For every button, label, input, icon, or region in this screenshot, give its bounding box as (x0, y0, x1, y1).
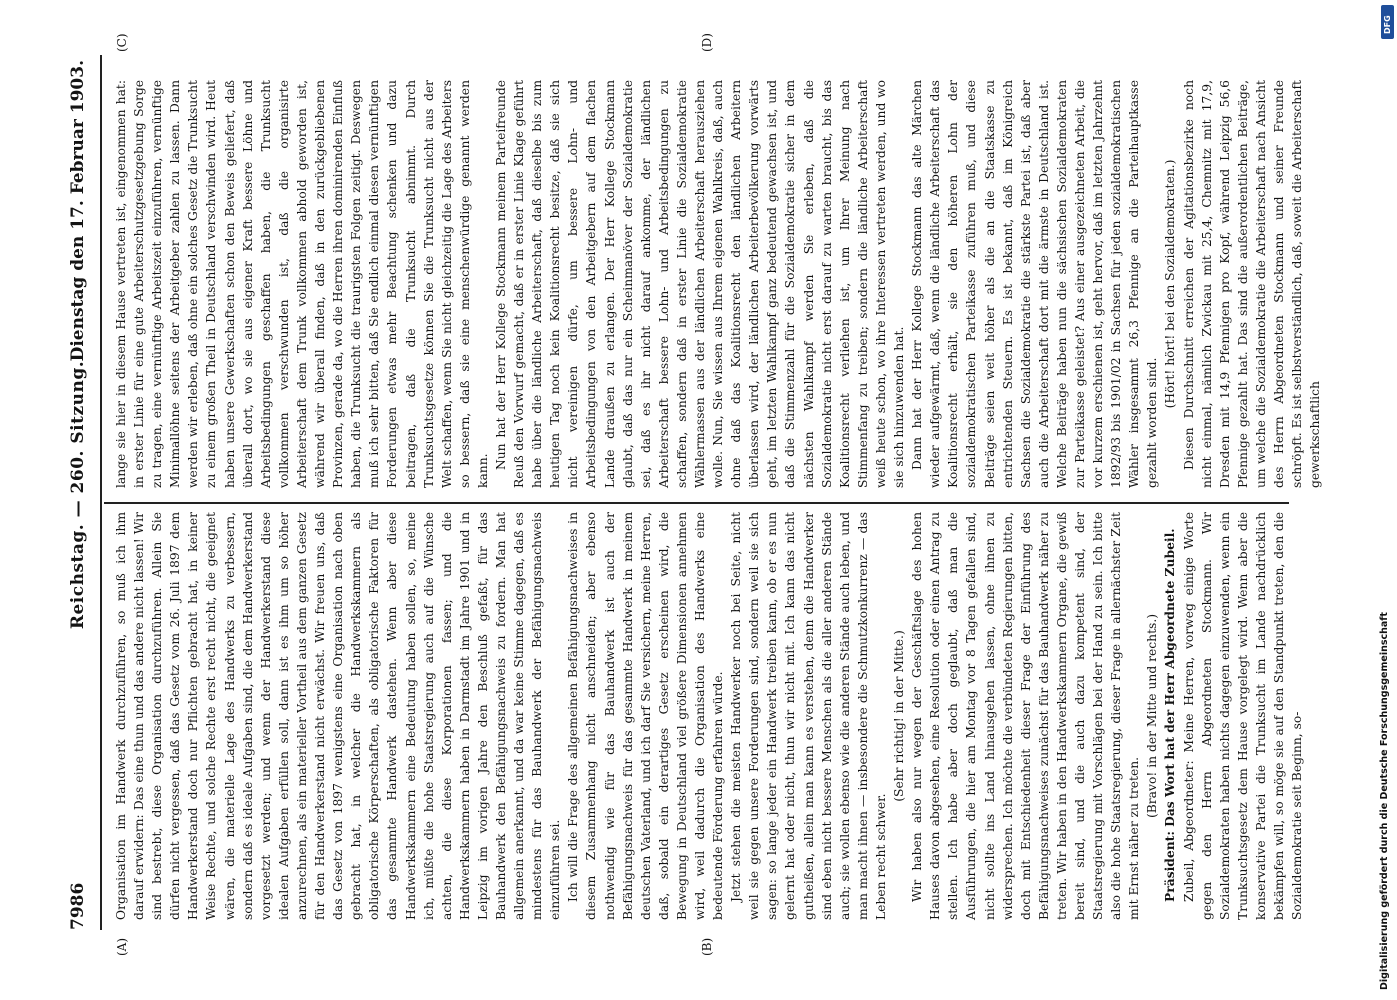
left-column (112, 512, 1305, 920)
dfg-logo-text: DFG (1383, 15, 1392, 34)
margin-mark-b: (B) (700, 937, 714, 956)
dfg-logo-icon (1381, 5, 1394, 39)
paragraph: Ich will die Frage des allgemeinen Befähigungsnachweises in diesem Zusammenhang nicht anschneiden; aber ebenso nothwendig wie für das Bauhandwerk ist auch der Befähigungsnachweis für das gesammte Handwerk in meinem deutschen Vaterland, und ich darf Sie versichern, meine Herren, daß, sobald ein derartiges Gesetz erscheinen wird, die Bewegung in Deutschland viel größere Dimensionen annehmen wird, weil dadurch die Organisation des Handwerks eine bedeutende Förderung erfahren würde. (566, 512, 726, 920)
credit-text: Digitalisierung gefördert durch die Deutsche Forschungsgemeinschaft (1379, 612, 1390, 990)
session-date: Dienstag den 17. Februar 1903. (68, 60, 88, 362)
interjection: (Bravo! in der Mitte und rechts.) (1145, 613, 1160, 819)
right-column (112, 80, 1323, 488)
paragraph: Wir haben also nur wegen der Geschäftslage des hohen Hauses davon abgesehen, eine Resolution oder einen Antrag zu stellen. Ich habe aber doch geglaubt, daß man die Ausführungen, die hier am Montag vor 8 Tagen gefallen sind, nicht sollte ins Land hinausgehen lassen, ohne ihnen zu widersprechen. Ich möchte die verbündeten Regierungen bitten, doch mit Entschiedenheit dieser Frage der Einführung des Befähigungsnachweises zunächst für das Bauhandwerk näher zu treten. Wir haben in den Handwerkskammern Organe, die gewiß bereit sind, und die auch dazu kompetent sind, der Staatsregierung mit Vorschlägen bei der Hand zu sein. Ich bitte also die hohe Staatsregierung, dieser Frage in allernächster Zeit mit Ernst näher zu treten. (910, 512, 1142, 920)
page-number: 7986 (68, 882, 88, 930)
paragraph: Jetzt stehen die meisten Handwerker noch bei Seite, nicht weil sie gegen unsere Forderungen sind, sondern weil sie sich sagen: so lange jeder ein Handwerk treiben kann, ob er es nun gelernt hat oder nicht, thun wir nicht mit. Ich kann das nicht gutheißen, allein man kann es verstehen, denn die Handwerker sind eben nicht bessere Menschen als die aller anderen Stände auch; sie wollen ebenso wie die anderen Stände auch leben, und man macht ihnen — insbesondere die Schmutzkonkurrenz — das Leben recht schwer. (729, 512, 888, 920)
interjection: (Hört! hört! bei den Sozialdemokraten.) (1163, 159, 1178, 409)
session-title: Reichstag. — 260. Sitzung. (68, 360, 88, 630)
margin-mark-a: (A) (115, 937, 129, 956)
paragraph: Nun hat der Herr Kollege Stockmann meinem Parteifreunde Reuß den Vorwurf gemacht, daß er in erster Linie Klage geführt habe über die ländliche Arbeiterschaft, daß dieselbe bis zum heutigen Tag noch kein Koalitionsrecht besitze, daß sie sich nicht vereinigen dürfe, um bessere Lohn- und Arbeitsbedingungen von den Arbeitgebern auf dem flachen Lande draußen zu erlangen. Der Herr Kollege Stockmann glaubt, daß das nur ein Scheinmanöver der Sozialdemokratie sei, daß es ihr nicht darauf ankomme, der ländlichen Arbeiterschaft bessere Lohn- und Arbeitsbedingungen zu schaffen, sondern daß in erster Linie die Sozialdemokratie Wählermassen aus der ländlichen Arbeiterschaft herausziehen wolle. Nun, Sie wissen aus Ihrem eigenen Wahlkreis, daß, auch ohne daß das Koalitionsrecht den ländlichen Arbeitern überlassen wird, der ländlichen Arbeiterbevölkerung vorwärts geht, im letzten Wahlkampf ganz bedeutend gewachsen ist, und daß die Stimmenzahl für die Sozialdemokratie sicher in dem nächsten Wahlkampf werden Sie erleben, daß die Sozialdemokratie nicht erst darauf zu warten braucht, bis das Koalitionsrecht verliehen ist, um Ihrer Meinung nach Stimmenfang zu treiben; sondern die ländliche Arbeiterschaft weiß heute schon, wo ihre Interessen vertreten werden, und wo sie sich hinzuwenden hat. (493, 80, 907, 488)
paragraph: Diesen Durchschnitt erreichen der Agitationsbezirke noch nicht einmal, nämlich Zwickau mit 25,4, Chemnitz mit 17,9, Dresden mit 14,9 Pfennigen pro Kopf, während Leipzig 56,6 Pfennige gezahlt hat. Das sind die außerordentlichen Beiträge, um welche die Sozialdemokratie die Arbeiterschaft nach Ansicht des Herrn Abgeordneten Stockmann und seiner Freunde schröpft. Es ist selbstverständlich, daß, soweit die Arbeiterschaft gewerkschaftlich (1181, 80, 1323, 488)
header-rule (100, 55, 102, 930)
speaker-paragraph: Präsident: Das Wort hat der Herr Abgeordnete Zubeil. (1162, 528, 1178, 902)
column-divider (104, 502, 1289, 504)
digitization-credit (1378, 0, 1394, 1000)
page-header (60, 60, 100, 930)
paragraph: Dann hat der Herr Kollege Stockmann das alte Märchen wieder aufgewärmt, daß, wenn die ländliche Arbeiterschaft das Koalitionsrecht erhält, sie den höheren Lohn der sozialdemokratischen Parteikasse zuführen muß, und diese Beiträge seien weit höher als die an die Staatskasse zu entrichtenden Steuern. Es ist bekannt, daß im Königreich Sachsen die Sozialdemokratie die stärkste Partei ist, daß aber auch die Arbeiterschaft dort mit die ärmste in Deutschland ist. Welche Beiträge haben nun die sächsischen Sozialdemokraten zur Parteikasse geleistet? Aus einer ausgezeichneten Arbeit, die vor kurzem erschienen ist, geht hervor, daß im letzten Jahrzehnt 1892/93 bis 1901/02 in Sachsen für jeden sozialdemokratischen Wähler insgesammt 26,3 Pfennige an die Parteihauptkasse gezahlt worden sind. (910, 80, 1160, 488)
paragraph: Organisation im Handwerk durchzuführen, so muß ich ihm darauf erwidern: Das eine thun und das andere nicht lassen! Wir sind bestrebt, diese Organisation durchzuführen. Allein Sie dürfen nicht vergessen, daß das Gesetz vom 26. Juli 1897 dem Handwerkerstand doch nur Pflichten gebracht hat, in keiner Weise Rechte, und solche Rechte erst recht nicht, die geeignet wären, die materielle Lage des Handwerks zu verbessern, sondern daß es ideale Aufgaben sind, die dem Handwerkerstand vorgesetzt werden; und wenn der Handwerkerstand diese idealen Aufgaben erfüllen soll, dann ist es ihm um so höher anzurechnen, als ein materieller Vortheil aus dem ganzen Gesetz für den Handwerkerstand nicht erwächst. Wir freuen uns, daß das Gesetz von 1897 wenigstens eine Organisation nach oben gebracht hat, in welcher die Handwerkskammern als obligatorische Körperschaften, als obligatorische Faktoren für das gesammte Handwerk dastehen. Wenn aber diese Handwerkskammern eine Bedeutung haben sollen, so, meine ich, müßte die hohe Staatsregierung auch auf die Wünsche achten, die diese Korporationen fassen; und die Handwerkskammern haben in Darmstadt im Jahre 1901 und in Leipzig im vorigen Jahre den Beschluß gefaßt, für das Bauhandwerk den Befähigungsnachweis zu fordern. Man hat allgemein anerkannt, und da war keine Stimme dagegen, daß es mindestens für das Bauhandwerk der Befähigungsnachweis einzuführen sei. (114, 512, 563, 920)
margin-mark-c: (C) (115, 33, 129, 52)
speaker-paragraph: Zubeil, Abgeordneter: Meine Herren, vorweg einige Worte gegen den Herrn Abgeordneten Stockmann. Wir Sozialdemokraten haben nichts dagegen einzuwenden, wenn ein Trunksuchtsgesetz dem Hause vorgelegt wird. Wenn aber die konservative Partei die Trunksucht im Lande nachdrücklich bekämpfen will, so möge sie auf den Standpunkt treten, den die Sozialdemokratie seit Beginn, so- (1181, 512, 1305, 920)
interjection: (Sehr richtig! in der Mitte.) (892, 630, 907, 802)
margin-mark-d: (D) (700, 33, 714, 52)
paragraph: lange sie hier in diesem Hause vertreten ist, eingenommen hat: in erster Linie für eine gute Arbeiterschutzgesetzgebung Sorge zu tragen, eine vernünftige Arbeitszeit einzuführen, vernünftige Minimallöhne seitens der Arbeitgeber zahlen zu lassen. Dann werden wir erleben, daß ohne ein solches Gesetz die Trunksucht zu einem großen Theil in Deutschland verschwinden wird. Heut haben unsere Gewerkschaften schon den Beweis geliefert, daß überall dort, wo sie aus eigener Kraft bessere Löhne und Arbeitsbedingungen geschaffen haben, die Trunksucht vollkommen verschwunden ist, daß die organisirte Arbeiterschaft dem Trunk vollkommen abhold geworden ist, während wir überall finden, daß in den zurückgebliebenen Provinzen, gerade da, wo die Herren ihren dominirenden Einfluß haben, die Trunksucht die traurigsten Folgen zeitigt. Deswegen muß ich sehr bitten, daß Sie endlich einmal diesen vernünftigen Forderungen etwas mehr Beachtung schenken und dazu beitragen, daß die Trunksucht abnimmt. Durch Trunksuchtsgesetze können Sie die Trunksucht nicht aus der Welt schaffen, wenn Sie nicht gleichzeitig die Lage des Arbeiters so bessern, daß sie eine menschenwürdige genannt werden kann. (114, 80, 490, 488)
